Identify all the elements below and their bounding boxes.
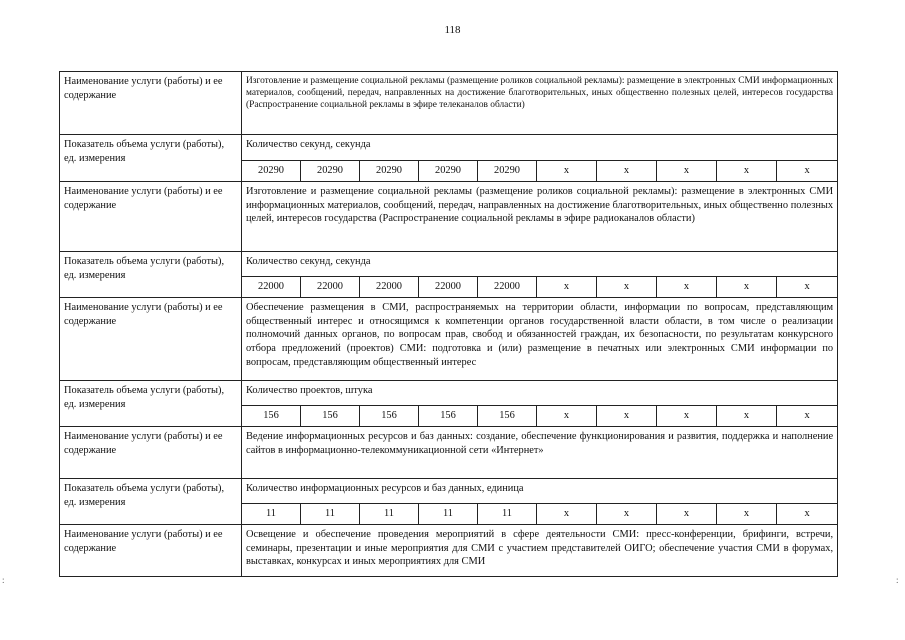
value-cell: х — [777, 161, 838, 182]
value-cell: х — [777, 504, 838, 525]
value-cell: 156 — [360, 406, 419, 427]
volume-indicator-label: Показатель объема услуги (работы), ед. измерения — [60, 135, 242, 182]
volume-indicator-label: Показатель объема услуги (работы), ед. измерения — [60, 252, 242, 298]
value-cell: х — [777, 277, 838, 298]
page-number: 118 — [444, 24, 461, 36]
volume-indicator-label: Показатель объема услуги (работы), ед. измерения — [60, 479, 242, 525]
value-cell: 156 — [478, 406, 537, 427]
value-cell: х — [597, 504, 657, 525]
value-cell: 20290 — [242, 161, 301, 182]
value-cell: 11 — [242, 504, 301, 525]
service-description: Изготовление и размещение социальной рекламы (размещение роликов социальной рекламы): размещение в электронных СМИ информационных материалов, сообщений, передач, направленных на достижение благотворительных, иных общественно полезных целей, интересов государства (Распространение социальной рекламы в эфире радиоканалов области) — [242, 182, 838, 252]
value-cell: х — [717, 504, 777, 525]
unit-row — [60, 381, 838, 406]
value-cell: х — [717, 277, 777, 298]
value-cell: 20290 — [301, 161, 360, 182]
value-cell: 156 — [419, 406, 478, 427]
service-description: Освещение и обеспечение проведения мероприятий в сфере деятельности СМИ: пресс-конференции, брифинги, встречи, семинары, презентации и иные мероприятия для СМИ с участием представителей ОИГО; обеспечение участия СМИ в форумах, выставках, конкурсах и иных мероприятиях для СМИ — [242, 525, 838, 577]
service-row — [60, 182, 838, 252]
value-cell: 11 — [419, 504, 478, 525]
volume-indicator-label: Показатель объема услуги (работы), ед. измерения — [60, 381, 242, 427]
value-cell: 20290 — [419, 161, 478, 182]
unit-of-measure: Количество проектов, штука — [242, 381, 838, 406]
value-cell: 11 — [360, 504, 419, 525]
value-cell: 20290 — [360, 161, 419, 182]
unit-row — [60, 135, 838, 161]
service-row — [60, 427, 838, 479]
value-cell: х — [657, 277, 717, 298]
right-margin-mark: : — [896, 575, 899, 585]
service-description: Ведение информационных ресурсов и баз данных: создание, обеспечение функционирования и развития, поддержка и наполнение сайтов в информационно-телекоммуникационной сети «Интернет» — [242, 427, 838, 479]
unit-of-measure: Количество информационных ресурсов и баз данных, единица — [242, 479, 838, 504]
service-row — [60, 525, 838, 577]
value-cell: х — [537, 406, 597, 427]
unit-row — [60, 479, 838, 504]
service-name-label: Наименование услуги (работы) и ее содержание — [60, 182, 242, 252]
value-cell: х — [777, 406, 838, 427]
value-cell: х — [597, 161, 657, 182]
service-description: Изготовление и размещение социальной рекламы (размещение роликов социальной рекламы): размещение в электронных СМИ информационных материалов, сообщений, передач, направленных на достижение благотворительных, иных общественно полезных целей, интересов государства (Распространение социальной рекламы в эфире телеканалов области) — [242, 72, 838, 135]
services-table — [59, 71, 838, 577]
value-cell: 156 — [242, 406, 301, 427]
service-description: Обеспечение размещения в СМИ, распространяемых на территории области, информации по вопросам, представляющим общественный интерес и относящимся к компетенции органов государственной власти области, в том числе о реализации полномочий данных органов, по вопросам прав, свобод и обязанностей граждан, их безопасности, по результатам конкурсного отбора предложений (проектов) СМИ: подготовка и (или) размещение в печатных или электронных СМИ информации по вопросам, представляющим общественный интерес — [242, 298, 838, 381]
value-cell: 22000 — [242, 277, 301, 298]
value-cell: х — [657, 504, 717, 525]
service-name-label: Наименование услуги (работы) и ее содержание — [60, 298, 242, 381]
value-cell: 22000 — [478, 277, 537, 298]
value-cell: 11 — [478, 504, 537, 525]
value-cell: х — [537, 277, 597, 298]
value-cell: х — [717, 406, 777, 427]
service-name-label: Наименование услуги (работы) и ее содержание — [60, 427, 242, 479]
value-cell: 22000 — [301, 277, 360, 298]
service-row — [60, 298, 838, 381]
unit-of-measure: Количество секунд, секунда — [242, 252, 838, 277]
value-cell: х — [657, 161, 717, 182]
left-margin-mark: : — [2, 575, 5, 585]
value-cell: х — [657, 406, 717, 427]
unit-of-measure: Количество секунд, секунда — [242, 135, 838, 161]
unit-row — [60, 252, 838, 277]
value-cell: х — [537, 161, 597, 182]
value-cell: 20290 — [478, 161, 537, 182]
service-row — [60, 72, 838, 135]
value-cell: 22000 — [419, 277, 478, 298]
service-name-label: Наименование услуги (работы) и ее содержание — [60, 72, 242, 135]
value-cell: х — [597, 406, 657, 427]
value-cell: 11 — [301, 504, 360, 525]
value-cell: 22000 — [360, 277, 419, 298]
value-cell: 156 — [301, 406, 360, 427]
value-cell: х — [537, 504, 597, 525]
service-name-label: Наименование услуги (работы) и ее содержание — [60, 525, 242, 577]
value-cell: х — [717, 161, 777, 182]
value-cell: х — [597, 277, 657, 298]
